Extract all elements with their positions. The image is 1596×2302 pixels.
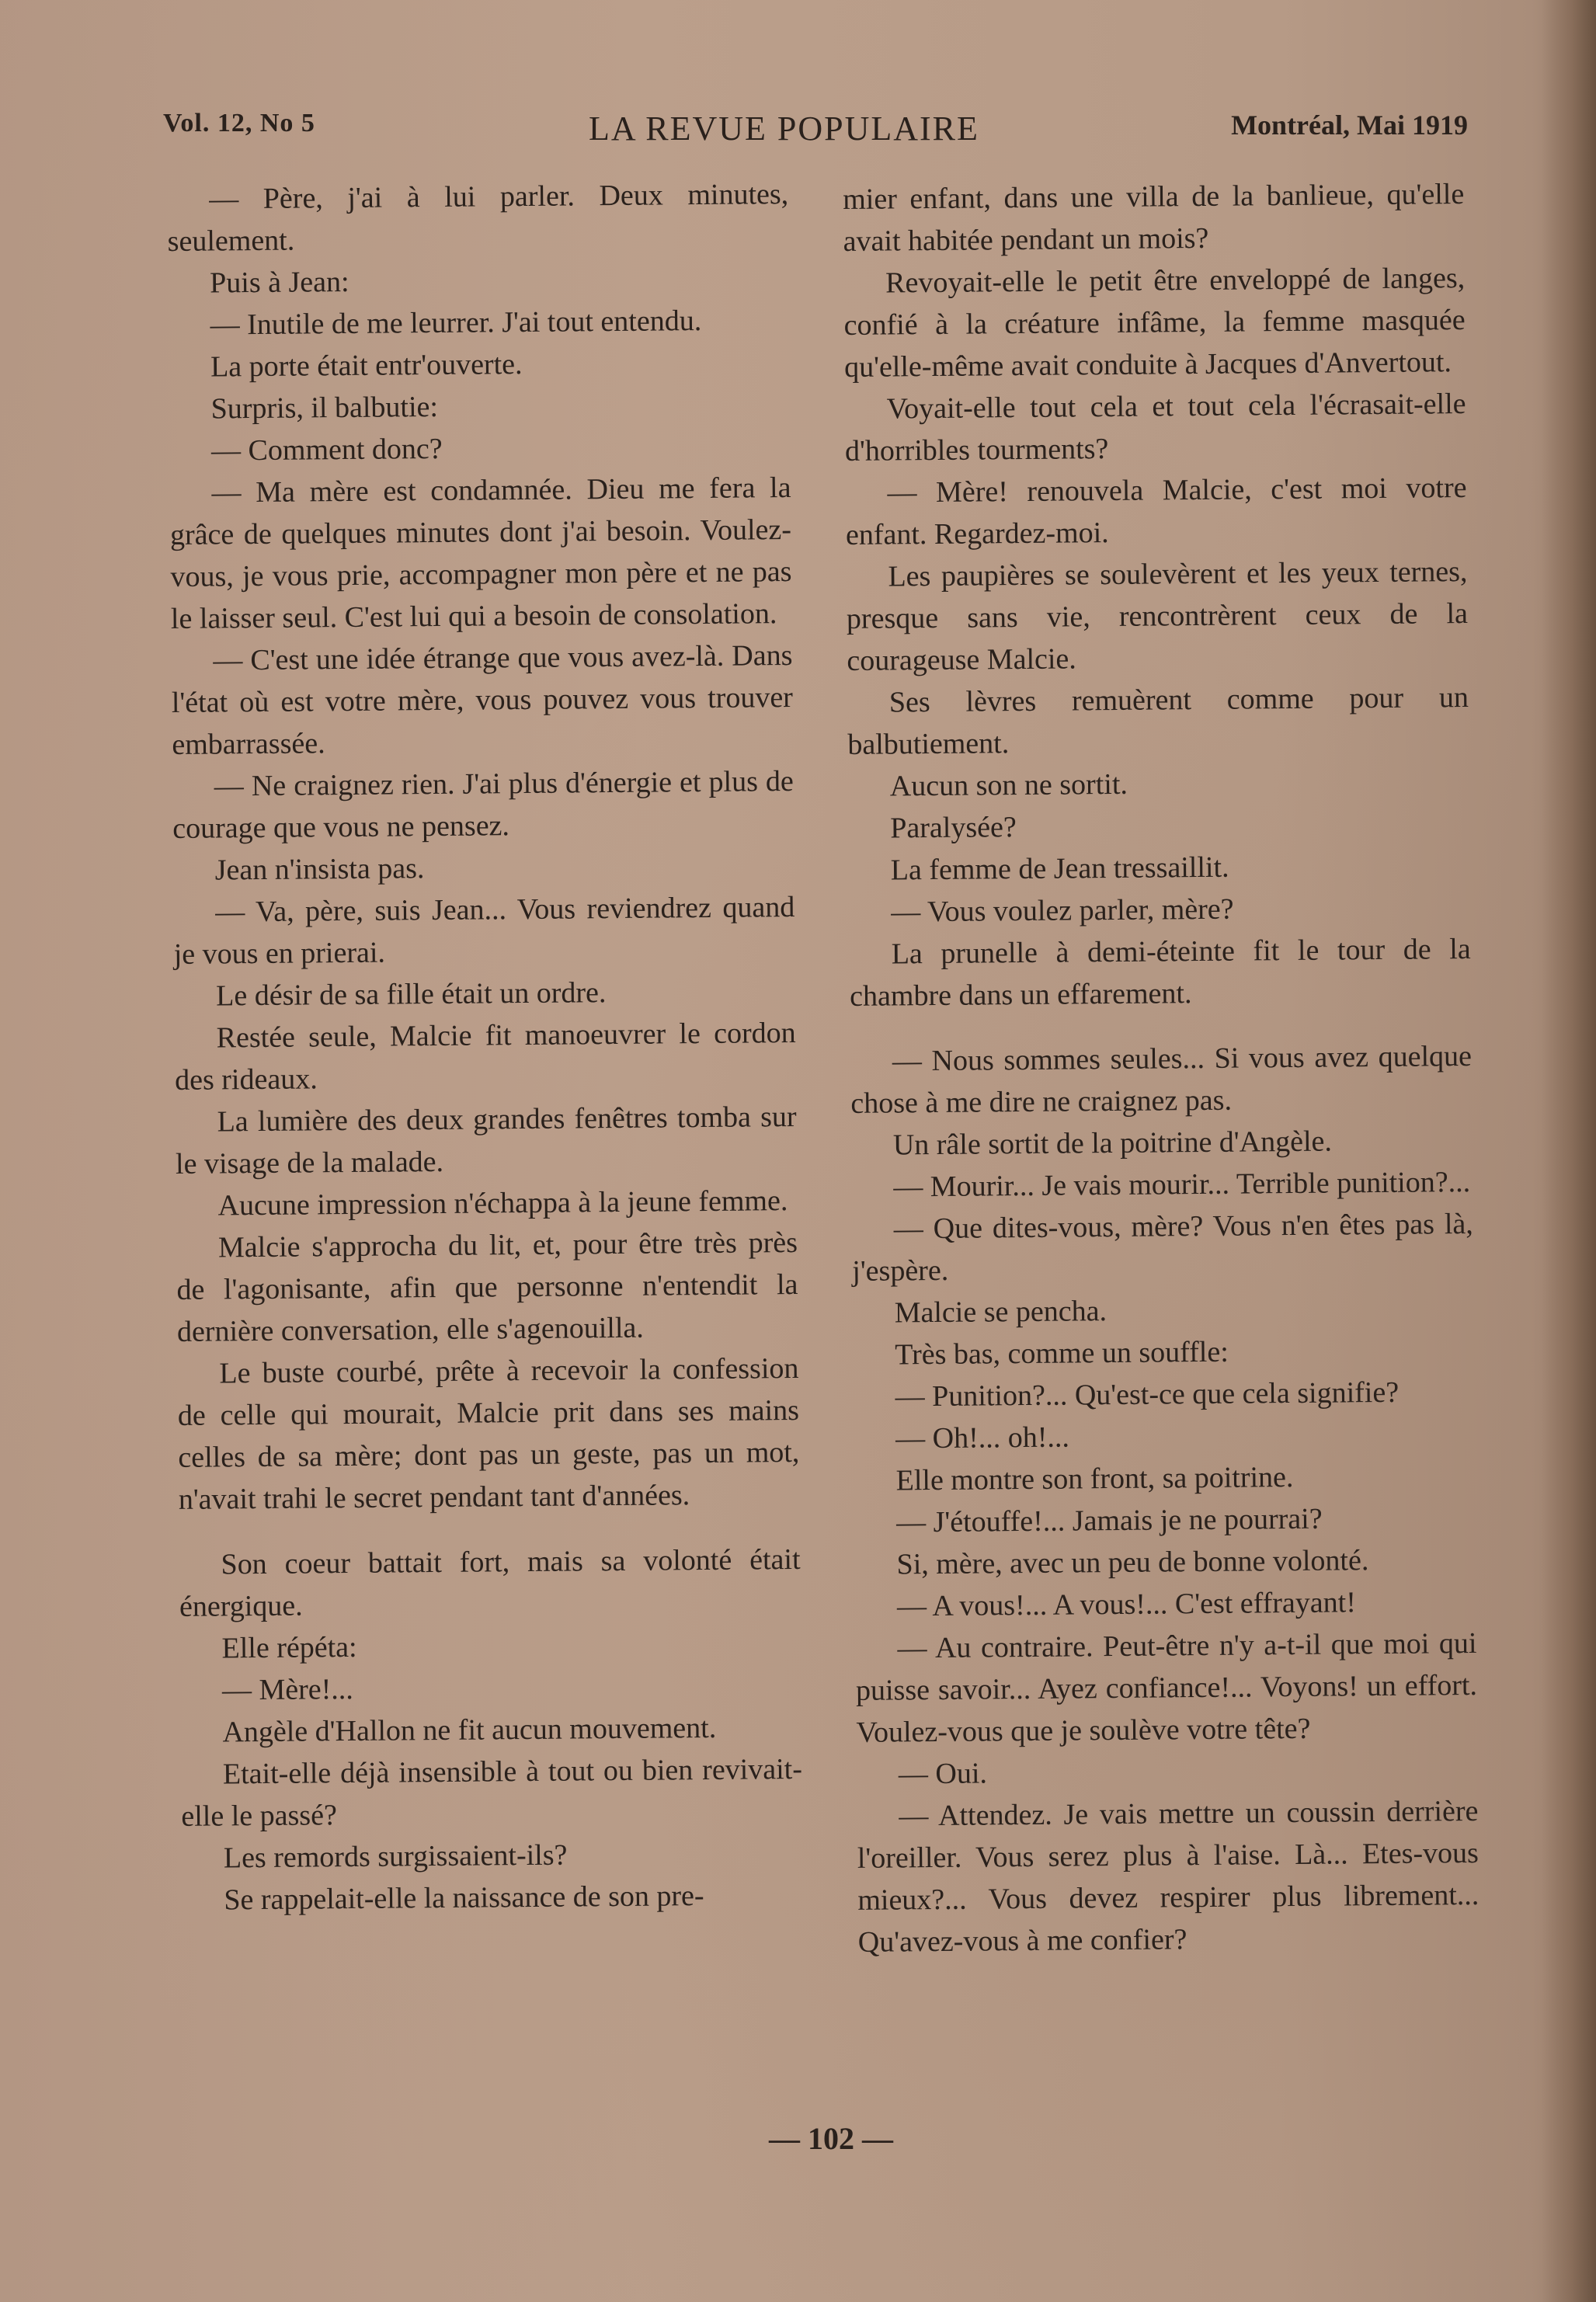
paragraph: Aucun son ne sortit. [889, 767, 1128, 803]
paragraph: — Comment donc? [210, 432, 443, 468]
paragraph: Très bas, comme un souffle: [895, 1335, 1229, 1372]
paragraph: Si, mère, avec un peu de bonne volonté. [896, 1544, 1369, 1581]
paragraph: Revoyait-elle le petit être enveloppé de langes, confié à la créature infâme, la femme masquée qu'elle-même avait conduite à Jacques d'Anvertout. [843, 262, 1466, 384]
paragraph: — Ma mère est condamnée. Dieu me fera la grâce de quelques minutes dont j'ai besoin. Voulez-vous, je vous prie, accompagner mon père et ne pas le laisser seul. C'est lui qui a besoin de consolation. [169, 471, 792, 635]
paragraph: — Que dites-vous, mère? Vous n'en êtes pas là, j'espère. [852, 1207, 1473, 1288]
paragraph: — Va, père, suis Jean... Vous reviendrez quand je vous en prierai. [173, 890, 795, 971]
paragraph: Se rappelait-elle la naissance de son pre- [224, 1880, 704, 1917]
paragraph: La prunelle à demi-éteinte fit le tour de la chambre dans un effarement. [850, 932, 1471, 1013]
paragraph: — Ne craignez rien. J'ai plus d'énergie et plus de courage que vous ne pensez. [172, 764, 794, 845]
right-column [843, 173, 1480, 1963]
publication-title: LA REVUE POPULAIRE [589, 110, 979, 148]
paragraph: Le buste courbé, prête à recevoir la confession de celle qui mourait, Malcie prit dans ses mains celles de sa mère; dont pas un geste, pas un mot, n'avait trahi le secret pendant tant d'années. [177, 1351, 800, 1516]
paragraph: Elle montre son front, sa poitrine. [895, 1460, 1294, 1497]
volume-number: Vol. 12, No 5 [163, 109, 315, 137]
paragraph: — Vous voulez parler, mère? [891, 892, 1234, 929]
paragraph: Etait-elle déjà insensible à tout ou bien revivait-elle le passé? [181, 1752, 803, 1833]
paragraph: Malcie s'approcha du lit, et, pour être très près de l'agonisante, afin que personne n'entendit la dernière conversation, elle s'agenouilla. [176, 1226, 798, 1348]
paragraph: — Oh!... oh!... [895, 1420, 1070, 1455]
paragraph: Paralysée? [890, 811, 1017, 845]
paragraph: Jean n'insista pas. [214, 852, 425, 887]
paragraph: Les remords surgissaient-ils? [223, 1838, 568, 1875]
paragraph: — Punition?... Qu'est-ce que cela signifie? [895, 1375, 1400, 1414]
issue-date: Montréal, Mai 1919 [1231, 110, 1468, 141]
paragraph: — A vous!... A vous!... C'est effrayant! [896, 1586, 1357, 1623]
paragraph: — J'étouffe!... Jamais je ne pourrai? [895, 1502, 1323, 1539]
paragraph: — Père, j'ai à lui parler. Deux minutes, seulement. [167, 178, 789, 258]
paragraph: — Nous sommes seules... Si vous avez quelque chose à me dire ne craignez pas. [850, 1039, 1473, 1120]
paragraph: Le désir de sa fille était un ordre. [216, 976, 607, 1013]
paragraph: Angèle d'Hallon ne fit aucun mouvement. [222, 1711, 717, 1749]
paragraph-continued: mier enfant, dans une villa de la banlieue, qu'elle avait habitée pendant un mois? [843, 178, 1465, 258]
paragraph: La femme de Jean tressaillit. [890, 850, 1229, 887]
paragraph: — Attendez. Je vais mettre un coussin derrière l'oreiller. Vous serez plus à l'aise. Là... Etes-vous mieux?... Vous devez respirer plus librement... Qu'avez-vous à me confier? [857, 1794, 1480, 1959]
page-number: — 102 — [769, 2121, 893, 2156]
paragraph: Les paupières se soulevèrent et les yeux ternes, presque sans vie, rencontrèrent ceux de la courageuse Malcie. [846, 555, 1469, 677]
paragraph: — Oui. [898, 1757, 988, 1791]
paragraph: Elle répéta: [221, 1630, 357, 1665]
paragraph: — C'est une idée étrange que vous avez-là. Dans l'état où est votre mère, vous pouvez vous trouver embarrassée. [171, 638, 794, 761]
paragraph: — Inutile de me leurrer. J'ai tout entendu. [210, 304, 702, 342]
paragraph: — Mère! renouvela Malcie, c'est moi votre enfant. Regardez-moi. [845, 471, 1467, 551]
paragraph: Un râle sortit de la poitrine d'Angèle. [892, 1125, 1333, 1162]
paragraph: Son coeur battait fort, mais sa volonté était énergique. [179, 1542, 801, 1623]
paragraph: Voyait-elle tout cela et tout cela l'écrasait-elle d'horribles tourments? [844, 388, 1466, 468]
page-edge-shadow [1542, 0, 1596, 2302]
paragraph: Puis à Jean: [209, 265, 349, 300]
left-column [167, 173, 804, 1921]
paragraph: La porte était entr'ouverte. [210, 348, 523, 384]
paragraph: Ses lèvres remuèrent comme pour un balbutiement. [847, 680, 1469, 761]
paragraph: La lumière des deux grandes fenêtres tomba sur le visage de la malade. [175, 1100, 797, 1181]
paragraph: — Au contraire. Peut-être n'y a-t-il que moi qui puisse savoir... Ayez confiance!... Voyons! un effort. Voulez-vous que je soulève votre tête? [855, 1626, 1478, 1749]
paragraph: — Mourir... Je vais mourir... Terrible punition?... [893, 1165, 1471, 1204]
running-header [163, 109, 1468, 163]
paragraph: Malcie se pencha. [894, 1295, 1107, 1330]
paragraph: Restée seule, Malcie fit manoeuvrer le cordon des rideaux. [174, 1016, 796, 1097]
paragraph: — Mère!... [221, 1672, 354, 1707]
paragraph: Surpris, il balbutie: [210, 390, 439, 426]
paragraph: Aucune impression n'échappa à la jeune femme. [217, 1184, 788, 1222]
